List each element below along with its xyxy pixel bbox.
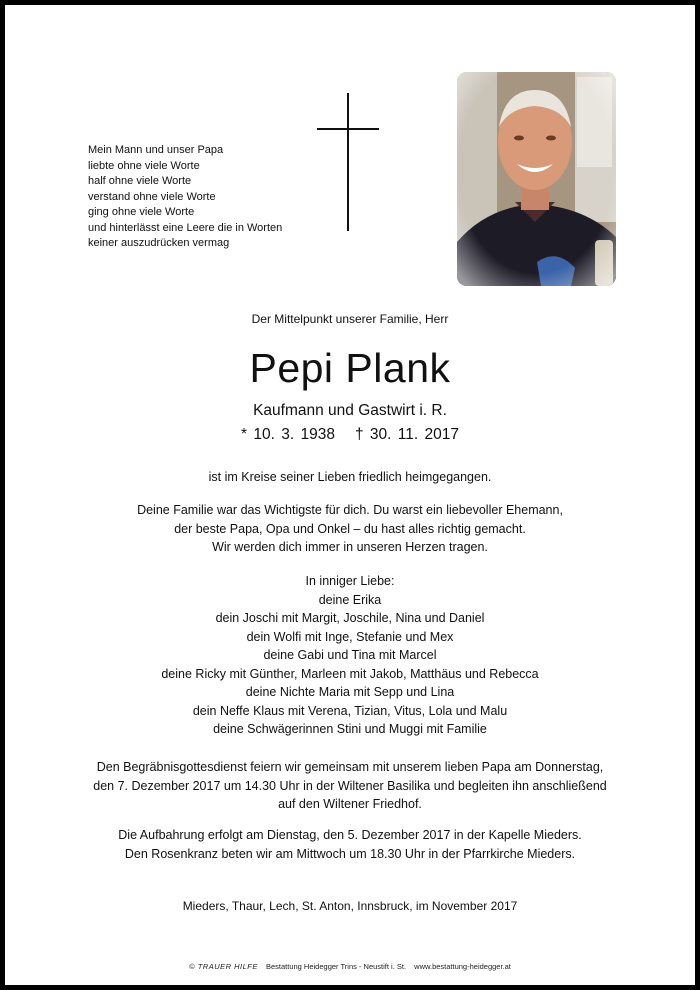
mourner-line: deine Schwägerinnen Stini und Muggi mit Familie [213,722,487,736]
undertaker-info: Bestattung Heidegger Trins - Neustift i. St. [265,962,407,971]
footer [0,962,700,971]
poem [88,143,282,252]
mourner-line: deine Erika [318,592,382,607]
mourners-list [0,572,700,739]
viewing-line: Den Rosenkranz beten wir am Mittwoch um 18.30 Uhr in der Pfarrkirche Mieders. [124,846,576,861]
poem-line: verstand ohne viele Worte [88,190,216,203]
portrait-photo [457,72,616,286]
mourner-line: deine Ricky mit Günther, Marleen mit Jakob, Matthäus und Rebecca [161,666,539,681]
mourner-line: dein Neffe Klaus mit Verena, Tizian, Vitus, Lola und Malu [192,703,508,718]
poem-line: keiner auszudrücken vermag [88,237,230,249]
poem-line: liebte ohne viele Worte [88,159,200,172]
life-dates [0,426,700,444]
family-tribute [0,501,700,557]
mourner-line: dein Joschi mit Margit, Joschile, Nina und Daniel [215,611,485,625]
viewing-line: Die Aufbahrung erfolgt am Dienstag, den 5. Dezember 2017 in der Kapelle Mieders. [118,828,582,842]
mourner-line: dein Wolfi mit Inge, Stefanie und Mex [246,629,454,644]
poem-line: half ohne viele Worte [88,175,192,187]
funeral-line: auf den Wiltener Friedhof. [278,797,422,811]
tribute-line: Deine Familie war das Wichtigste für dich. Du warst ein liebevoller Ehemann, [137,503,563,517]
poem-line: ging ohne viele Worte [88,206,195,218]
viewing-info [0,826,700,863]
profession: Kaufmann und Gastwirt i. R. [253,402,447,419]
birth-date: * 10. 3. 1938 [241,426,335,443]
mourner-line: deine Nichte Maria mit Sepp und Lina [245,685,455,699]
cross-icon [317,93,379,231]
intro-text: Der Mittelpunkt unserer Familie, Herr [251,312,449,326]
funeral-line: den 7. Dezember 2017 um 14.30 Uhr in der Wiltener Basilika und begleiten ihn anschließend [93,778,607,793]
mourner-line: deine Gabi und Tina mit Marcel [263,648,437,662]
funeral-info [0,758,700,814]
poem-line: und hinterlässt eine Leere die in Worten [88,221,283,234]
deceased-name: Pepi Plank [249,345,451,391]
poem-line: Mein Mann und unser Papa [88,144,224,156]
trauerhilfe-logo: © TRAUER HILFE [189,962,258,971]
tribute-line: Wir werden dich immer in unseren Herzen tragen. [212,540,488,554]
death-date: † 30. 11. 2017 [354,426,459,443]
tribute-line: der beste Papa, Opa und Onkel – du hast alles richtig gemacht. [174,521,526,536]
funeral-line: Den Begräbnisgottesdienst feiern wir gemeinsam mit unserem lieben Papa am Donnerstag, [96,760,604,774]
website-link[interactable]: www.bestattung-heidegger.at [414,962,511,971]
mourners-heading: In inniger Liebe: [305,574,395,588]
place-and-date: Mieders, Thaur, Lech, St. Anton, Innsbruck, im November 2017 [182,899,518,913]
passed-away-text: ist im Kreise seiner Lieben friedlich heimgegangen. [208,470,492,484]
